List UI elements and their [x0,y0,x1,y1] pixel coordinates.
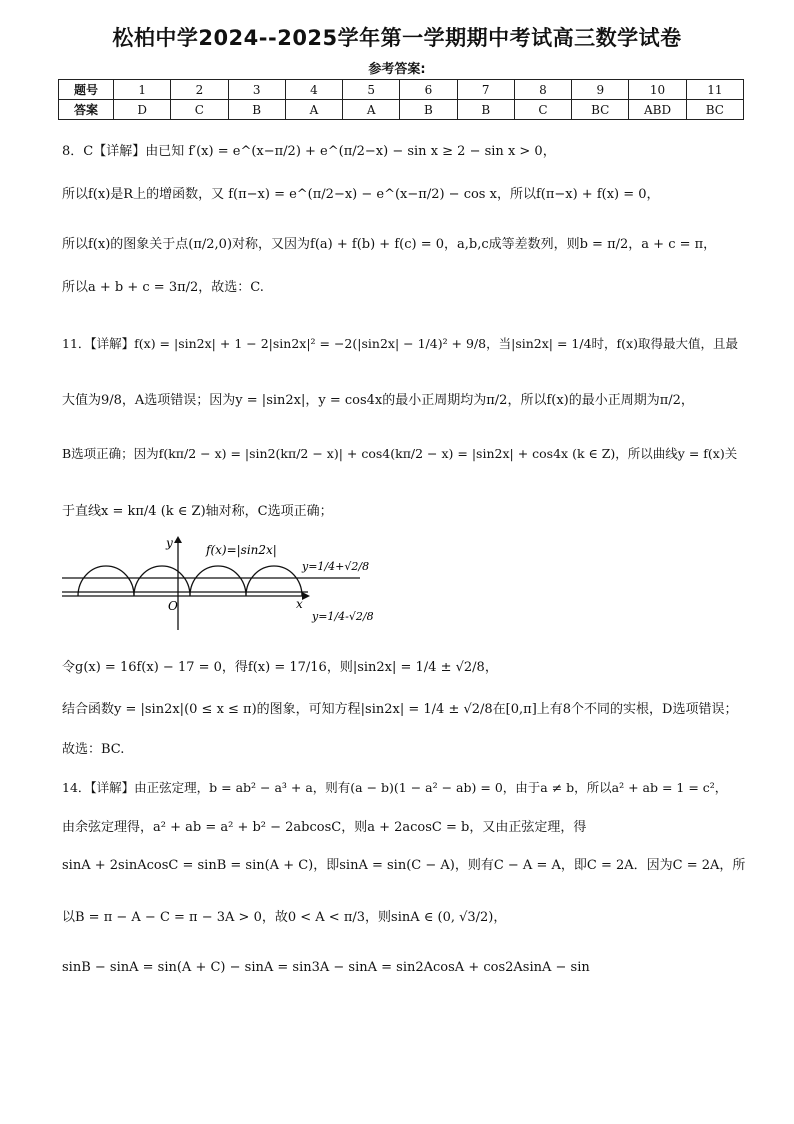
y-axis-arrow [174,536,182,543]
answer-cell: BC [572,100,629,120]
lower-line-label: y=1/4-√2/8 [312,610,374,623]
solution-14-line-4: 以B = π − A − C = π − 3A > 0，故0 < A < π/3，则sinA ∈ (0, √3/2)， [62,910,507,925]
answer-cell: C [171,100,228,120]
x-axis-label: x [296,597,303,611]
solution-11-line-7: 故选：BC. [62,742,125,757]
solution-8-line-1: 8．C【详解】由已知 f′(x) = e^(x−π/2) + e^(π/2−x) − sin x ≥ 2 − sin x > 0， [62,144,556,159]
answer-cell: A [285,100,342,120]
question-number: 8 [514,80,571,100]
y-axis-label: y [166,536,173,550]
answer-cell: D [114,100,171,120]
x-axis-arrow [302,592,310,600]
solution-8-line-2: 所以f(x)是R上的增函数，又 f(π−x) = e^(π/2−x) − e^(x−π/2) − cos x，所以f(π−x) + f(x) = 0， [62,187,660,202]
answer-table [58,79,744,120]
solution-11-line-1: 11．【详解】f(x) = |sin2x| + 1 − 2|sin2x|² = −2(|sin2x| − 1/4)² + 9/8，当|sin2x| = 1/4时，f(x)取得最大值，且最 [62,336,738,351]
question-number: 6 [400,80,457,100]
question-number: 9 [572,80,629,100]
question-number: 10 [629,80,686,100]
row-label-answer: 答案 [59,100,114,120]
question-number: 7 [457,80,514,100]
answer-row [59,100,744,120]
answer-cell: C [514,100,571,120]
answer-cell: B [400,100,457,120]
solution-11-line-4: 于直线x = kπ/4 (k ∈ Z)轴对称，C选项正确； [62,504,333,519]
solution-14-line-3: sinA + 2sinAcosC = sinB = sin(A + C)，即sinA = sin(C − A)，则有C − A = A，即C = 2A．因为C = 2A，所 [62,858,746,873]
question-number: 11 [686,80,743,100]
solution-11-line-3: B选项正确；因为f(kπ/2 − x) = |sin2(kπ/2 − x)| + cos4(kπ/2 − x) = |sin2x| + cos4x (k ∈ Z)，所以曲线y = f(x)关 [62,446,738,461]
solution-14-line-5: sinB − sinA = sin(A + C) − sinA = sin3A − sinA = sin2AcosA + cos2AsinA − sin [62,960,590,975]
answer-cell: B [457,100,514,120]
page-title: 松柏中学2024--2025学年第一学期期中考试高三数学试卷 [112,26,682,50]
solution-8-line-4: 所以a + b + c = 3π/2，故选：C. [62,280,264,295]
function-label: f(x)=|sin2x| [206,543,277,557]
question-number: 3 [228,80,285,100]
question-number: 5 [343,80,400,100]
solution-11-line-2: 大值为9/8，A选项错误；因为y = |sin2x|，y = cos4x的最小正周期均为π/2，所以f(x)的最小正周期为π/2， [62,393,694,408]
row-label-number: 题号 [59,80,114,100]
question-number: 1 [114,80,171,100]
solution-14-line-1: 14．【详解】由正弦定理，b = ab² − a³ + a，则有(a − b)(1 − a² − ab) = 0，由于a ≠ b，所以a² + ab = 1 = c²， [62,780,728,795]
upper-line-label: y=1/4+√2/8 [302,560,370,573]
solution-11-line-6: 结合函数y = |sin2x|(0 ≤ x ≤ π)的图象，可知方程|sin2x| = 1/4 ± √2/8在[0,π]上有8个不同的实根，D选项错误； [62,702,738,717]
question-number: 2 [171,80,228,100]
question-number-row [59,80,744,100]
solution-14-line-2: 由余弦定理得，a² + ab = a² + b² − 2abcosC，则a + 2acosC = b，又由正弦定理，得 [62,820,587,835]
question-number: 4 [285,80,342,100]
answer-cell: B [228,100,285,120]
sin-graph [58,534,418,634]
answer-key-heading: 参考答案: [368,62,426,77]
solution-8-line-3: 所以f(x)的图象关于点(π/2,0)对称，又因为f(a) + f(b) + f(c) = 0，a,b,c成等差数列，则b = π/2，a + c = π， [62,237,717,252]
solution-11-line-5: 令g(x) = 16f(x) − 17 = 0，得f(x) = 17/16，则|sin2x| = 1/4 ± √2/8， [62,660,498,675]
answer-cell: ABD [629,100,686,120]
answer-cell: A [343,100,400,120]
origin-label: O [168,599,178,613]
answer-cell: BC [686,100,743,120]
